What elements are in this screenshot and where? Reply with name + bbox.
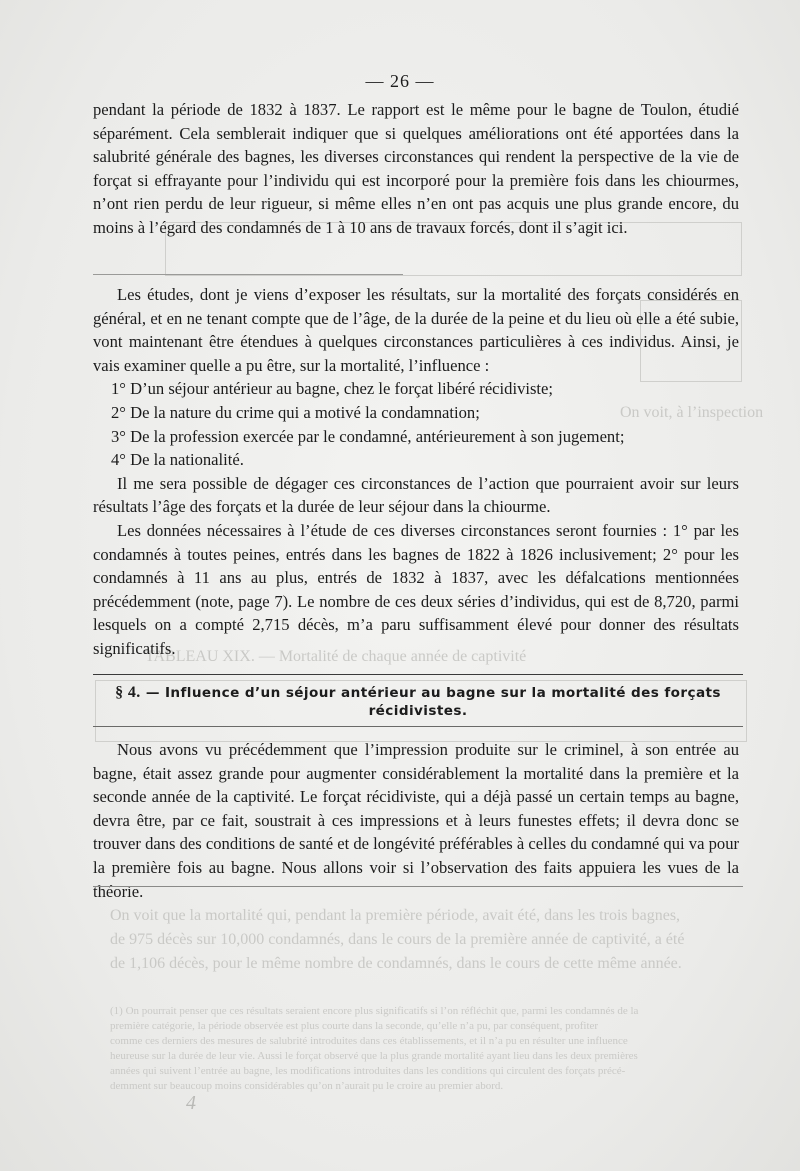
showthrough-footnote: comme ces derniers des mesures de salubrité introduites dans ces établissements, et il n’a pu en résulter une influence [110, 1035, 628, 1047]
page-number: — 26 — [365, 71, 435, 91]
paragraph: Les données nécessaires à l’étude de ces diverses circonstances seront fournies : 1° par les condamnés à toutes peines, entrés dans les bagnes de 1822 à 1826 inclusivement; 2° pour les condamnés à 11 ans au plus, entrés de 1832 à 1837, avec les défalcations mentionnées précédemment (note, page 7). Le nombre de ces deux séries d’individus, qui est de 8,720, parmi lesquels on a compté 2,715 décès, m’a paru suffisamment élevé pour donner des résultats significatifs. [93, 520, 739, 658]
showthrough-footnote: années qui suivent l’entrée au bagne, les modifications introduites dans les conditions qui circulent des forçats précé- [110, 1065, 626, 1077]
paragraph: Nous avons vu précédemment que l’impression produite sur le criminel, à son entrée au bagne, était assez grande pour augmenter considérablement la mortalité dans la première et la seconde année de la captivité. Le forçat récidiviste, qui a déjà passé un certain temps au bagne, devra être, par ce fait, soustrait à ces impressions et à leurs funestes effets; il devra donc se trouver dans des conditions de santé et de longévité préférables à celles du condamné qui va pour la première fois au bagne. Nous allons voir si l’observation des faits appuiera les vues de la théorie. [93, 740, 740, 901]
showthrough-text: de 1,106 décès, pour le même nombre de condamnés, dans le cours de cette même année. [110, 955, 682, 972]
list-item: 4° De la nationalité. [111, 450, 244, 470]
showthrough-text: On voit, à l’inspection [620, 404, 764, 421]
paragraph: Il me sera possible de dégager ces circonstances de l’action que pourraient avoir sur leurs résultats l’âge des forçats et la durée de leur séjour dans la chiourme. [93, 473, 739, 517]
showthrough-footnote: heureuse sur la durée de leur vie. Aussi le forçat observé que la plus grande mortalité ayant lieu dans les deux premières [110, 1050, 638, 1062]
section-title: — Influence d’un séjour antérieur au bagne sur la mortalité des forçats récidivistes. [145, 685, 721, 719]
section-heading [93, 684, 743, 720]
section-rule-bottom [93, 726, 743, 727]
section-number: § 4. [115, 684, 141, 701]
pencil-mark: 4 [186, 1092, 196, 1114]
showthrough-text: TABLEAU XIX. — Mortalité de chaque année de captivité [145, 648, 527, 665]
showthrough-footnote: (1) On pourrait penser que ces résultats seraient encore plus significatifs si l’on réfléchit que, parmi les condamnés de la [110, 1005, 639, 1017]
list-item: 1° D’un séjour antérieur au bagne, chez le forçat libéré récidiviste; [111, 379, 554, 399]
faint-rule [93, 886, 743, 887]
list-item: 3° De la profession exercée par le condamné, antérieurement à son jugement; [111, 426, 625, 446]
faint-rule [93, 274, 403, 275]
showthrough-text: On voit que la mortalité qui, pendant la première période, avait été, dans les trois bagnes, [110, 907, 681, 924]
paragraph: Les études, dont je viens d’exposer les résultats, sur la mortalité des forçats considérés en général, et en ne tenant compte que de l’âge, de la durée de la peine et du lieu où elle a été subie, vont maintenant être étendues à quelques circonstances particulières à ces individus. Ainsi, je vais examiner quelle a pu être, sur la mortalité, l’influence : [93, 285, 739, 375]
section-rule-top [93, 674, 743, 675]
showthrough-footnote: demment sur beaucoup moins considérables qu’on n’aurait pu le croire au premier abord. [110, 1080, 504, 1092]
list-item: 2° De la nature du crime qui a motivé la condamnation; [111, 402, 480, 422]
body-block-1 [93, 283, 739, 661]
body-block-2 [93, 738, 739, 903]
showthrough-footnote: première catégorie, la période observée est plus courte dans la seconde, qu’elle n’a pu, par conséquent, profiter [110, 1020, 599, 1032]
paragraph: pendant la période de 1832 à 1837. Le rapport est le même pour le bagne de Toulon, étudié séparément. Cela semblerait indiquer que si quelques améliorations ont été apportées dans la salubrité générale des bagnes, les diverses circonstances qui rendent la perspective de la vie de forçat si effrayante pour l’individu qui est incorporé pour la première fois dans les chiourmes, n’ont rien perdu de leur rigueur, si même elles n’en ont pas acquis une plus grande encore, du moins à l’égard des condamnés de 1 à 10 ans de travaux forcés, dont il s’agit ici. [93, 100, 739, 237]
paragraph-continuation [93, 98, 739, 240]
showthrough-text: de 975 décès sur 10,000 condamnés, dans le cours de la première année de captivité, a été [110, 931, 685, 948]
